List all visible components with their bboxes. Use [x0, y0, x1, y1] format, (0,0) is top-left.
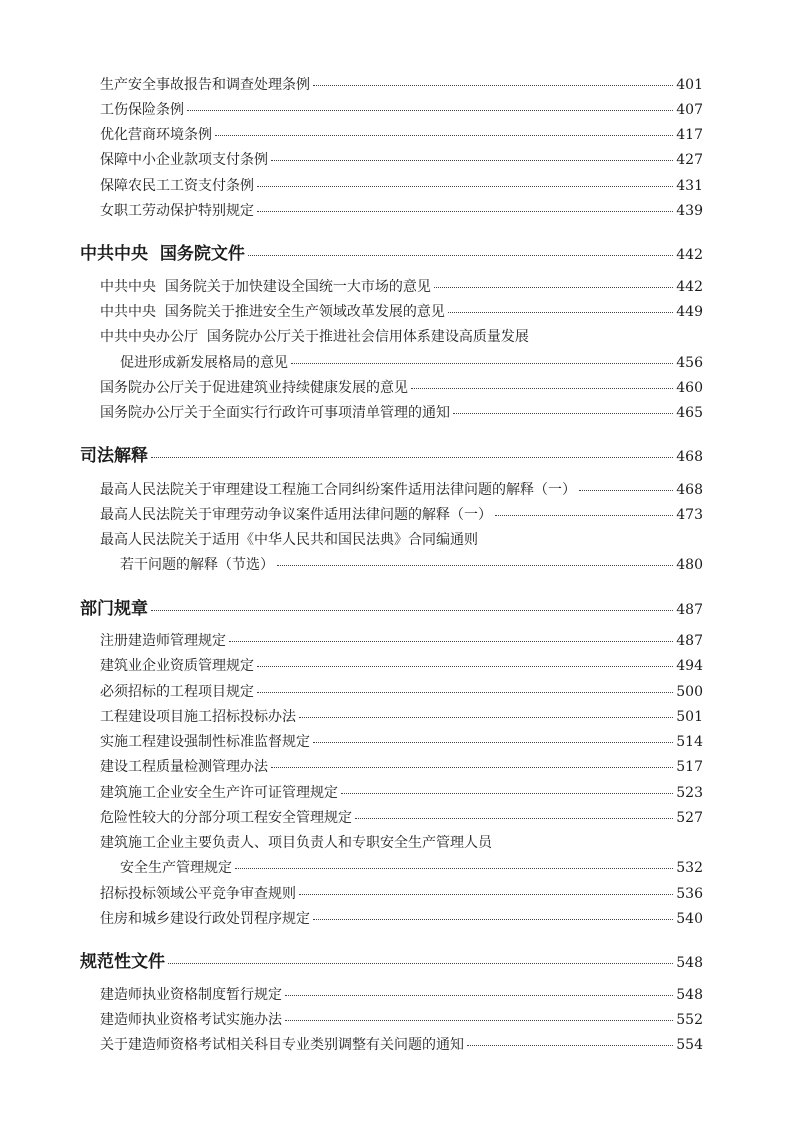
dot-leader — [257, 666, 673, 667]
section-page: 487 — [676, 602, 703, 618]
toc-entry-page: 431 — [676, 178, 703, 194]
toc-section-heading[interactable] — [80, 441, 703, 466]
dot-leader — [299, 894, 673, 895]
toc-entry[interactable] — [100, 504, 703, 524]
toc-entry-page: 427 — [676, 152, 703, 168]
toc-entry-page: 494 — [676, 658, 703, 674]
toc-entry-page: 465 — [676, 405, 703, 421]
dot-leader — [579, 490, 673, 491]
dot-leader — [187, 110, 673, 111]
toc-entry[interactable] — [100, 200, 703, 220]
dot-leader — [434, 287, 673, 288]
toc-entry-title: 关于建造师资格考试相关科目专业类别调整有关问题的通知 — [100, 1037, 464, 1053]
toc-entry-page: 548 — [676, 987, 703, 1003]
dot-leader — [151, 610, 673, 611]
toc-entry-title: 保障中小企业款项支付条例 — [100, 152, 268, 168]
dot-leader — [285, 1020, 673, 1021]
toc-entry-page: 532 — [676, 860, 703, 876]
toc-entry-page: 401 — [676, 77, 703, 93]
toc-entry-title: 实施工程建设强制性标准监督规定 — [100, 734, 310, 750]
toc-entry-title: 促进形成新发展格局的意见 — [120, 355, 288, 371]
toc-entry-page: 456 — [676, 355, 703, 371]
toc-entry-page: 473 — [676, 507, 703, 523]
dot-leader — [453, 413, 673, 414]
dot-leader — [168, 963, 673, 964]
toc-entry-page: 468 — [676, 482, 703, 498]
section-title: 部门规章 — [80, 599, 148, 619]
dot-leader — [229, 641, 673, 642]
toc-entry-title: 国务院办公厅关于促进建筑业持续健康发展的意见 — [100, 380, 408, 396]
toc-entry[interactable] — [100, 883, 703, 903]
toc-entry[interactable] — [100, 175, 703, 195]
dot-leader — [277, 565, 673, 566]
toc-entry[interactable] — [100, 74, 703, 94]
toc-entry-page: 407 — [676, 102, 703, 118]
section-page: 442 — [676, 247, 703, 263]
toc-entry[interactable] — [100, 706, 703, 726]
toc-section-heading[interactable] — [80, 594, 703, 619]
toc-entry-page: 480 — [676, 557, 703, 573]
toc-entry-continuation[interactable] — [120, 857, 703, 877]
dot-leader — [257, 692, 673, 693]
toc-entry-continuation[interactable] — [120, 554, 703, 574]
dot-leader — [235, 868, 673, 869]
toc-entry[interactable] — [100, 301, 703, 321]
toc-entry-title: 最高人民法院关于审理建设工程施工合同纠纷案件适用法律问题的解释（一） — [100, 482, 576, 498]
section-title: 司法解释 — [80, 446, 148, 466]
dot-leader — [495, 515, 673, 516]
dot-leader — [448, 312, 673, 313]
dot-leader — [313, 85, 673, 86]
toc-entry-title: 中共中央 国务院关于推进安全生产领域改革发展的意见 — [100, 304, 445, 320]
toc-entry[interactable] — [100, 630, 703, 650]
toc-entry-continuation[interactable] — [120, 352, 703, 372]
toc-entry[interactable] — [100, 479, 703, 499]
toc-entry-page: 552 — [676, 1012, 703, 1028]
section-title: 规范性文件 — [80, 952, 165, 972]
toc-entry[interactable] — [100, 731, 703, 751]
toc-entry[interactable] — [100, 655, 703, 675]
toc-entry-title: 住房和城乡建设行政处罚程序规定 — [100, 911, 310, 927]
toc-entry-page: 540 — [676, 911, 703, 927]
section-title: 中共中央 国务院文件 — [80, 244, 245, 264]
dot-leader — [341, 793, 673, 794]
toc-entry-page: 449 — [676, 304, 703, 320]
dot-leader — [313, 742, 673, 743]
toc-entry-page: 439 — [676, 203, 703, 219]
toc-entry[interactable] — [100, 807, 703, 827]
dot-leader — [285, 995, 673, 996]
toc-entry-title: 国务院办公厅关于全面实行行政许可事项清单管理的通知 — [100, 405, 450, 421]
toc-entry-title: 建筑施工企业主要负责人、项目负责人和专职安全生产管理人员 — [100, 835, 492, 851]
toc-entry[interactable] — [100, 99, 703, 119]
section-page: 548 — [676, 955, 703, 971]
dot-leader — [257, 211, 673, 212]
toc-entry[interactable] — [100, 782, 703, 802]
toc-entry-title: 建筑施工企业安全生产许可证管理规定 — [100, 785, 338, 801]
toc-entry-title: 最高人民法院关于审理劳动争议案件适用法律问题的解释（一） — [100, 507, 492, 523]
dot-leader — [291, 363, 673, 364]
section-page: 468 — [676, 449, 703, 465]
toc-entry-page: 517 — [676, 759, 703, 775]
toc-entry-title: 建造师执业资格考试实施办法 — [100, 1012, 282, 1028]
toc-entry-title: 招标投标领域公平竞争审查规则 — [100, 886, 296, 902]
dot-leader — [151, 457, 673, 458]
dot-leader — [299, 717, 673, 718]
toc-entry-page: 536 — [676, 886, 703, 902]
toc-entry-page: 460 — [676, 380, 703, 396]
toc-entry-page: 500 — [676, 684, 703, 700]
toc-entry-first-line[interactable] — [100, 832, 703, 852]
toc-entry-title: 优化营商环境条例 — [100, 127, 212, 143]
toc-entry-page: 487 — [676, 633, 703, 649]
toc-entry-title: 建造师执业资格制度暂行规定 — [100, 987, 282, 1003]
toc-entry-page: 514 — [676, 734, 703, 750]
toc-entry-title: 保障农民工工资支付条例 — [100, 178, 254, 194]
dot-leader — [271, 767, 673, 768]
toc-entry-page: 442 — [676, 279, 703, 295]
toc-entry-first-line[interactable] — [100, 326, 703, 346]
toc-entry-title: 中共中央 国务院关于加快建设全国统一大市场的意见 — [100, 279, 431, 295]
toc-entry-title: 工伤保险条例 — [100, 102, 184, 118]
toc-entry-page: 501 — [676, 709, 703, 725]
toc-entry-title: 建筑业企业资质管理规定 — [100, 658, 254, 674]
toc-entry-title: 生产安全事故报告和调查处理条例 — [100, 77, 310, 93]
toc-entry-title: 危险性较大的分部分项工程安全管理规定 — [100, 810, 352, 826]
toc-section-heading[interactable] — [80, 947, 703, 972]
toc-entry[interactable] — [100, 124, 703, 144]
toc-entry[interactable] — [100, 984, 703, 1004]
toc-entry-first-line[interactable] — [100, 529, 703, 549]
dot-leader — [271, 160, 673, 161]
toc-entry-title: 女职工劳动保护特别规定 — [100, 203, 254, 219]
toc-entry-title: 注册建造师管理规定 — [100, 633, 226, 649]
toc-entry-title: 中共中央办公厅 国务院办公厅关于推进社会信用体系建设高质量发展 — [100, 329, 529, 345]
toc-entry-page: 554 — [676, 1037, 703, 1053]
dot-leader — [257, 186, 673, 187]
toc-entry-title: 安全生产管理规定 — [120, 860, 232, 876]
toc-entry[interactable] — [100, 402, 703, 422]
toc-entry-title: 最高人民法院关于适用《中华人民共和国民法典》合同编通则 — [100, 532, 478, 548]
dot-leader — [467, 1045, 673, 1046]
toc-entry-title: 建设工程质量检测管理办法 — [100, 759, 268, 775]
toc-entry[interactable] — [100, 276, 703, 296]
toc-entry[interactable] — [100, 908, 703, 928]
dot-leader — [215, 135, 673, 136]
toc-entry-page: 417 — [676, 127, 703, 143]
toc-entry-title: 工程建设项目施工招标投标办法 — [100, 709, 296, 725]
toc-entry[interactable] — [100, 756, 703, 776]
toc-entry[interactable] — [100, 149, 703, 169]
dot-leader — [313, 919, 673, 920]
toc-entry[interactable] — [100, 1009, 703, 1029]
toc-entry-page: 523 — [676, 785, 703, 801]
toc-entry-title: 若干问题的解释（节选） — [120, 557, 274, 573]
toc-entry[interactable] — [100, 1034, 703, 1054]
toc-entry[interactable] — [100, 377, 703, 397]
toc-section-heading[interactable] — [80, 239, 703, 264]
dot-leader — [355, 818, 673, 819]
toc-entry-title: 必须招标的工程项目规定 — [100, 684, 254, 700]
dot-leader — [248, 255, 673, 256]
dot-leader — [411, 388, 673, 389]
toc-entry[interactable] — [100, 681, 703, 701]
toc-entry-page: 527 — [676, 810, 703, 826]
